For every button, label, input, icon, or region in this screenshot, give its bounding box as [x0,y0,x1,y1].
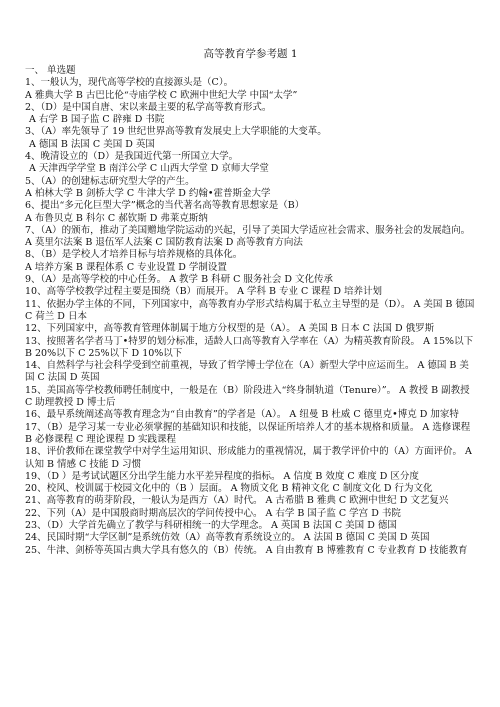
question-line: 23、（D）大学首先确立了教学与科研相统一的大学理念。 A 英国 B 法国 C 美国 D 德国 [25,519,397,531]
question-line: 6、提出“多元化巨型大学”概念的当代著名高等教育思想家是（B） [25,200,305,212]
question-line: 17、（B）是学习某一专业必须掌握的基础知识和技能，以保证所培养人才的基本规格和质量。 A 选修课程 B 必修课程 C 理论课程 D 实践课程 [25,421,471,445]
question-line: A 柏林大学 B 剑桥大学 C 牛津大学 D 约翰•霍普斯金大学 [25,187,271,199]
question-list [25,77,476,557]
question-line: 9、（A）是高等学校的中心任务。 A 教学 B 科研 C 服务社会 D 文化传承 [25,274,334,286]
question-line: A 德国 B 法国 C 美国 D 英国 [29,138,155,150]
question-line: 19、（D ）是考试试题区分出学生能力水平差异程度的指标。 A 信度 B 效度 C 难度 D 区分度 [25,470,419,482]
page-title: 高等教育学参考题 1 [203,48,298,60]
question-line: 3、（A）率先领导了 19 世纪世界高等教育发展史上大学职能的大变革。 [25,126,327,138]
question-line: 18、评价教师在课堂教学中对学生运用知识、形成能力的重视情况，属于教学评价中的（A）方面评价。 A 认知 B 情感 C 技能 D 习惯 [25,446,472,470]
question-line: 12、下列国家中，高等教育管理体制属于地方分权型的是（A）。 A 美国 B 日本 C 法国 D 俄罗斯 [25,323,435,335]
question-line: A 天津西学学堂 B 南洋公学 C 山西大学堂 D 京师大学堂 [29,163,269,175]
question-line: 21、高等教育的萌芽阶段，一般认为是西方（A）时代。 A 古希腊 B 雅典 C 欧洲中世纪 D 文艺复兴 [25,495,449,507]
question-line: 1、一般认为，现代高等学校的直接源头是（C）。 [25,77,234,89]
question-line: A 布鲁贝克 B 科尔 C 郝钦斯 D 弗莱克斯纳 [25,212,208,224]
question-line: 16、最早系统阐述高等教育理念为“自由教育”的学者是（A）。 A 纽曼 B 杜威 C 德里克•博克 D 加家特 [25,409,459,421]
question-line: 20、校风、校训属于校园文化中的（B ）层面。 A 物质文化 B 精神文化 C 制度文化 D 行为文化 [25,483,433,495]
question-line: A 莫里尔法案 B 退伍军人法案 C 国防教育法案 D 高等教育方向法 [25,237,303,249]
question-line: 25、牛津、剑桥等英国古典大学具有悠久的（B）传统。 A 自由教育 B 博雅教育 C 专业教育 D 技能教育 [25,544,468,556]
question-line: 15、美国高等学校教师聘任制度中，一般是在（B）阶段进入“终身制轨道（Tenure）”。 A 教授 B 副教授 C 助理教授 D 博士后 [25,384,470,409]
question-line: 4、晚清设立的（D）是我国近代第一所国立大学。 [25,151,239,163]
question-line: A 雅典大学 B 古巴比伦“寺庙学校 C 欧洲中世纪大学 中国“太学” [25,89,298,101]
question-line: 11、依据办学主体的不同，下列国家中，高等教育办学形式结构属于私立主导型的是（D）。 A 美国 B 德国 C 荷兰 D 日本 [25,298,475,322]
question-line: 2、（D）是中国自唐、宋以来最主要的私学高等教育形式。 [25,101,272,113]
question-line: 7、（A）的颁布，推动了美国赠地学院运动的兴起，引导了美国大学适应社会需求、服务社会的发展趋向。 [25,224,471,236]
question-line: 13、按照著名学者马丁•特罗的划分标准，适龄人口高等教育入学率在（A）为精英教育阶段。 A 15%以下 B 20%以下 C 25%以下 D 10%以下 [25,335,474,359]
question-line: 24、民国时期“大学区制”是系统仿效（A）高等教育系统设立的。 A 法国 B 德国 C 美国 D 英国 [25,532,430,544]
question-line: A 右学 B 国子监 C 辟雍 D 书院 [29,114,165,126]
question-line: 5、（A）的创建标志研究型大学的产生。 [25,175,195,187]
question-line: 10、高等学校教学过程主要是围绕（B）而展开。 A 学科 B 专业 C 课程 D 培养计划 [25,286,382,298]
question-line: A 培养方案 B 课程体系 C 专业设置 D 学制设置 [25,261,227,273]
question-line: 22、下列（A）是中国殷商时期高层次的学问传授中心。 A 右学 B 国子监 C 学宫 D 书院 [25,507,401,519]
section-heading: 一、 单选题 [25,65,76,76]
question-line: 8、（B）是学校人才培养目标与培养规格的具体化。 [25,249,243,261]
question-line: 14、自然科学与社会科学受到空前重视，导致了哲学博士学位在（A）新型大学中应运而生。 A 德国 B 美国 C 法国 D 英国 [25,360,469,384]
